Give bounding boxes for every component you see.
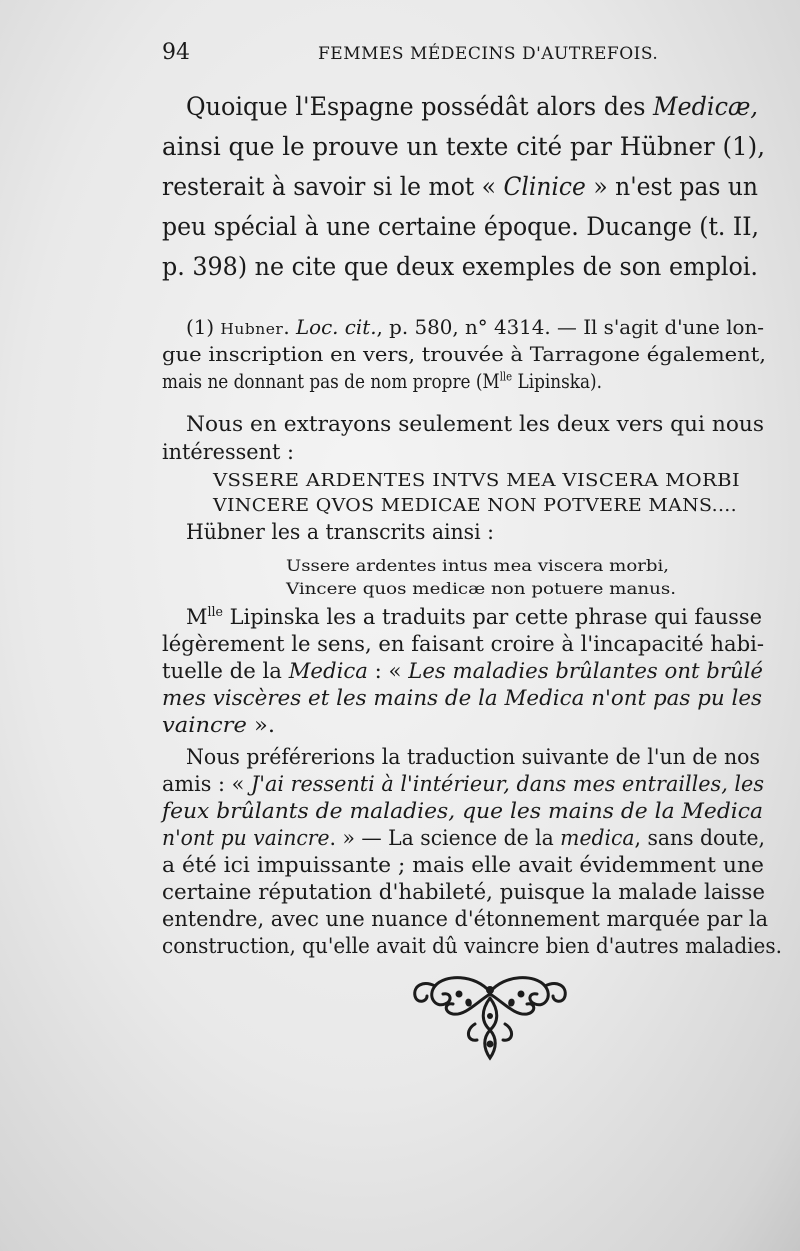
text-line: intéressent : xyxy=(162,440,294,464)
text-line: certaine réputation d'habileté, puisque la malade laisse xyxy=(162,880,765,904)
text-line: construction, qu'elle avait dû vaincre bien d'autres maladies. xyxy=(162,934,782,958)
text-line: vaincre ». xyxy=(162,713,275,737)
text-line: p. 398) ne cite que deux exemples de son emploi. xyxy=(162,252,758,281)
page-number: 94 xyxy=(162,40,190,65)
text-line: entendre, avec une nuance d'étonnement marquée par la xyxy=(162,907,768,931)
text-line: Nous en extrayons seulement les deux vers qui nous xyxy=(186,412,764,436)
text-line: n'ont pu vaincre. » — La science de la medica, sans doute, xyxy=(162,826,765,850)
latin-verse: Vincere quos medicæ non potuere manus. xyxy=(286,580,676,598)
text-line: a été ici impuissante ; mais elle avait évidemment une xyxy=(162,853,764,877)
text-line: Quoique l'Espagne possédât alors des Medicæ, xyxy=(186,92,758,121)
latin-verse: Ussere ardentes intus mea viscera morbi, xyxy=(286,557,669,575)
inscription-verse: VSSERE ARDENTES INTVS MEA VISCERA MORBI xyxy=(213,471,740,491)
running-title: FEMMES MÉDECINS D'AUTREFOIS. xyxy=(318,44,659,64)
inscription-verse: VINCERE QVOS MEDICAE NON POTVERE MANS.... xyxy=(213,496,737,516)
text-line: ainsi que le prouve un texte cité par Hübner (1), xyxy=(162,132,765,161)
text-line: resterait à savoir si le mot « Clinice » n'est pas un xyxy=(162,172,758,201)
footnote-line: (1) Hubner. Loc. cit., p. 580, n° 4314. — Il s'agit d'une lon- xyxy=(186,316,764,339)
text-line: Nous préférerions la traduction suivante de l'un de nos xyxy=(186,745,760,769)
text-line: peu spécial à une certaine époque. Ducange (t. II, xyxy=(162,212,759,241)
text-line: feux brûlants de maladies, que les mains de la Medica xyxy=(162,799,763,823)
floral-tailpiece-icon xyxy=(405,972,575,1064)
footnote-line: mais ne donnant pas de nom propre ($M^{lle}$ Lipinska). xyxy=(162,369,602,393)
text-line: $M^{lle}$ Lipinska les a traduits par cette phrase qui fausse xyxy=(186,604,762,629)
footnote-line: gue inscription en vers, trouvée à Tarragone également, xyxy=(162,343,766,366)
text-line: amis : « J'ai ressenti à l'intérieur, dans mes entrailles, les xyxy=(162,772,764,796)
text-line: tuelle de la Medica : « Les maladies brûlantes ont brûlé xyxy=(162,659,763,683)
text-line: Hübner les a transcrits ainsi : xyxy=(186,520,494,544)
text-line: mes viscères et les mains de la Medica n'ont pas pu les xyxy=(162,686,762,710)
text-line: légèrement le sens, en faisant croire à l'incapacité habi- xyxy=(162,632,764,656)
